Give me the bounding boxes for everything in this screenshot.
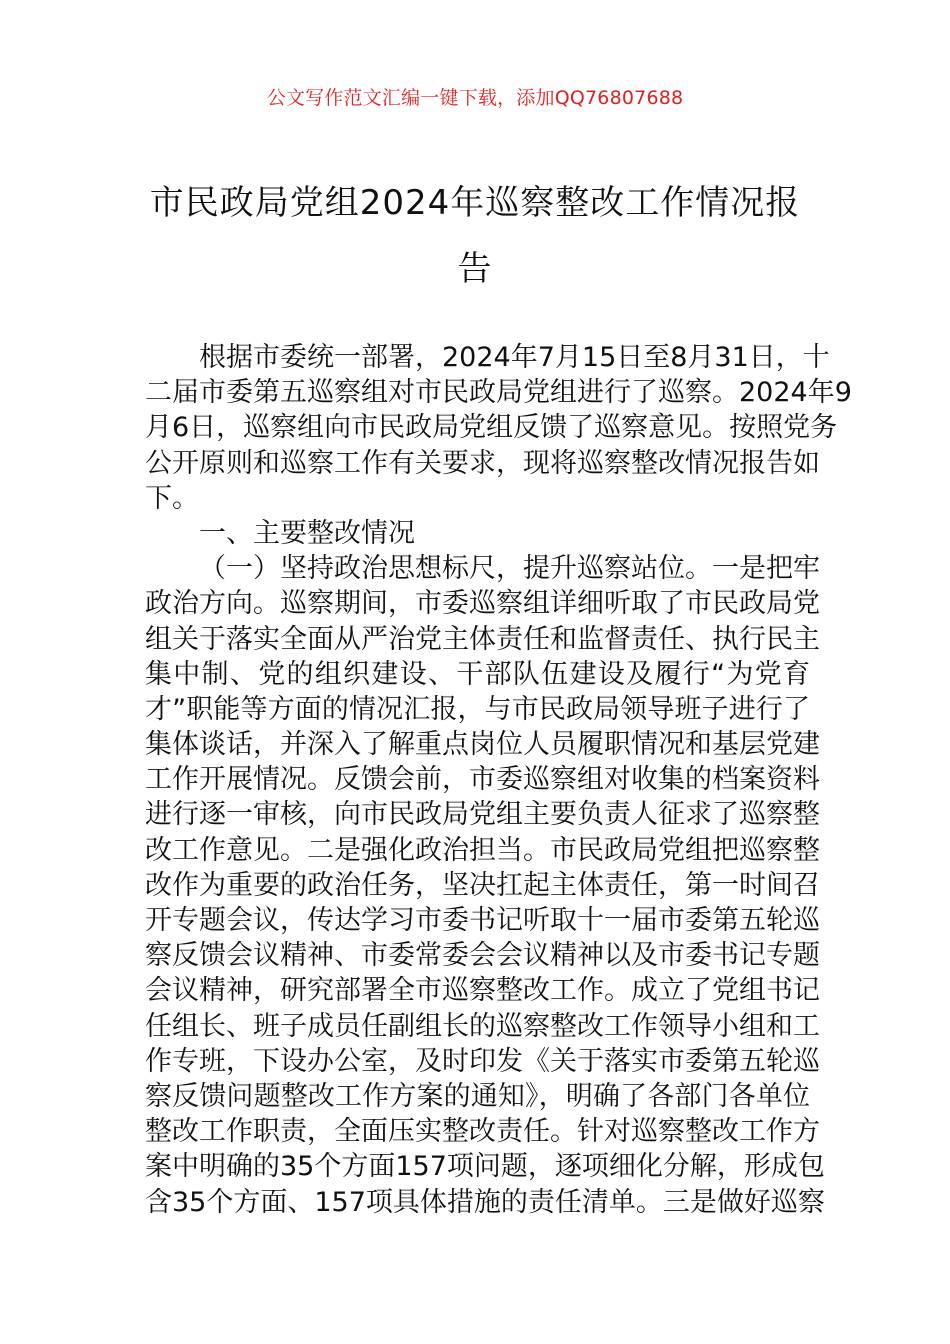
paragraph-line: （一）坚持政治思想标尺，提升巡察站位。一是把牢 <box>199 553 820 585</box>
paragraph-line: 改作为重要的政治任务，坚决扛起主体责任，第一时间召 <box>145 869 820 901</box>
paragraph-line: 案中明确的35个方面157项问题，逐项细化分解，形成包 <box>145 1151 825 1183</box>
paragraph-line: 二届市委第五巡察组对市民政局党组进行了巡察。2024年9 <box>145 377 852 409</box>
paragraph-line: 组关于落实全面从严治党主体责任和监督责任、执行民主 <box>145 623 820 655</box>
paragraph-line: 整改工作职责，全面压实整改责任。针对巡察整改工作方 <box>145 1116 820 1148</box>
paragraph-line: 改工作意见。二是强化政治担当。市民政局党组把巡察整 <box>145 834 820 866</box>
paragraph-line: 会议精神，研究部署全市巡察整改工作。成立了党组书记 <box>145 975 820 1007</box>
paragraph-line: 进行逐一审核，向市民政局党组主要负责人征求了巡察整 <box>145 799 820 831</box>
paragraph-line: 察反馈问题整改工作方案的通知》，明确了各部门各单位 <box>145 1080 810 1112</box>
paragraph-line: 含35个方面、157项具体措施的责任清单。三是做好巡察 <box>145 1186 825 1218</box>
paragraph-line: 公开原则和巡察工作有关要求，现将巡察整改情况报告如 <box>145 447 820 479</box>
paragraph-line: 开专题会议，传达学习市委书记听取十一届市委第五轮巡 <box>145 905 820 936</box>
paragraph-line: 任组长、班子成员任副组长的巡察整改工作领导小组和工 <box>145 1010 820 1042</box>
document-title-line-2: 告 <box>457 249 493 289</box>
paragraph-line: 作专班，下设办公室，及时印发《关于落实市委第五轮巡 <box>145 1045 820 1077</box>
paragraph-line: 月6日，巡察组向市民政局党组反馈了巡察意见。按照党务 <box>145 412 838 444</box>
document-title-line-1: 市民政局党组2024年巡察整改工作情况报 <box>149 183 801 223</box>
paragraph-line: 政治方向。巡察期间，市委巡察组详细听取了市民政局党 <box>145 588 820 620</box>
paragraph-line: 根据市委统一部署，2024年7月15日至8月31日，十 <box>199 342 830 373</box>
paragraph-line: 集体谈话，并深入了解重点岗位人员履职情况和基层党建 <box>145 729 820 761</box>
section-heading: 一、主要整改情况 <box>199 517 415 549</box>
paragraph-line: 才”职能等方面的情况汇报，与市民政局领导班子进行了 <box>145 693 810 725</box>
paragraph-line: 下。 <box>145 482 199 514</box>
watermark-banner: 公文写作范文汇编一键下载，添加QQ76807688 <box>266 87 684 109</box>
document-body <box>145 340 852 1220</box>
paragraph-line: 集中制、党的组织建设、干部队伍建设及履行“为党育 <box>145 658 810 690</box>
paragraph-line: 工作开展情况。反馈会前，市委巡察组对收集的档案资料 <box>145 764 820 796</box>
paragraph-line: 察反馈会议精神、市委常委会会议精神以及市委书记专题 <box>145 940 820 972</box>
